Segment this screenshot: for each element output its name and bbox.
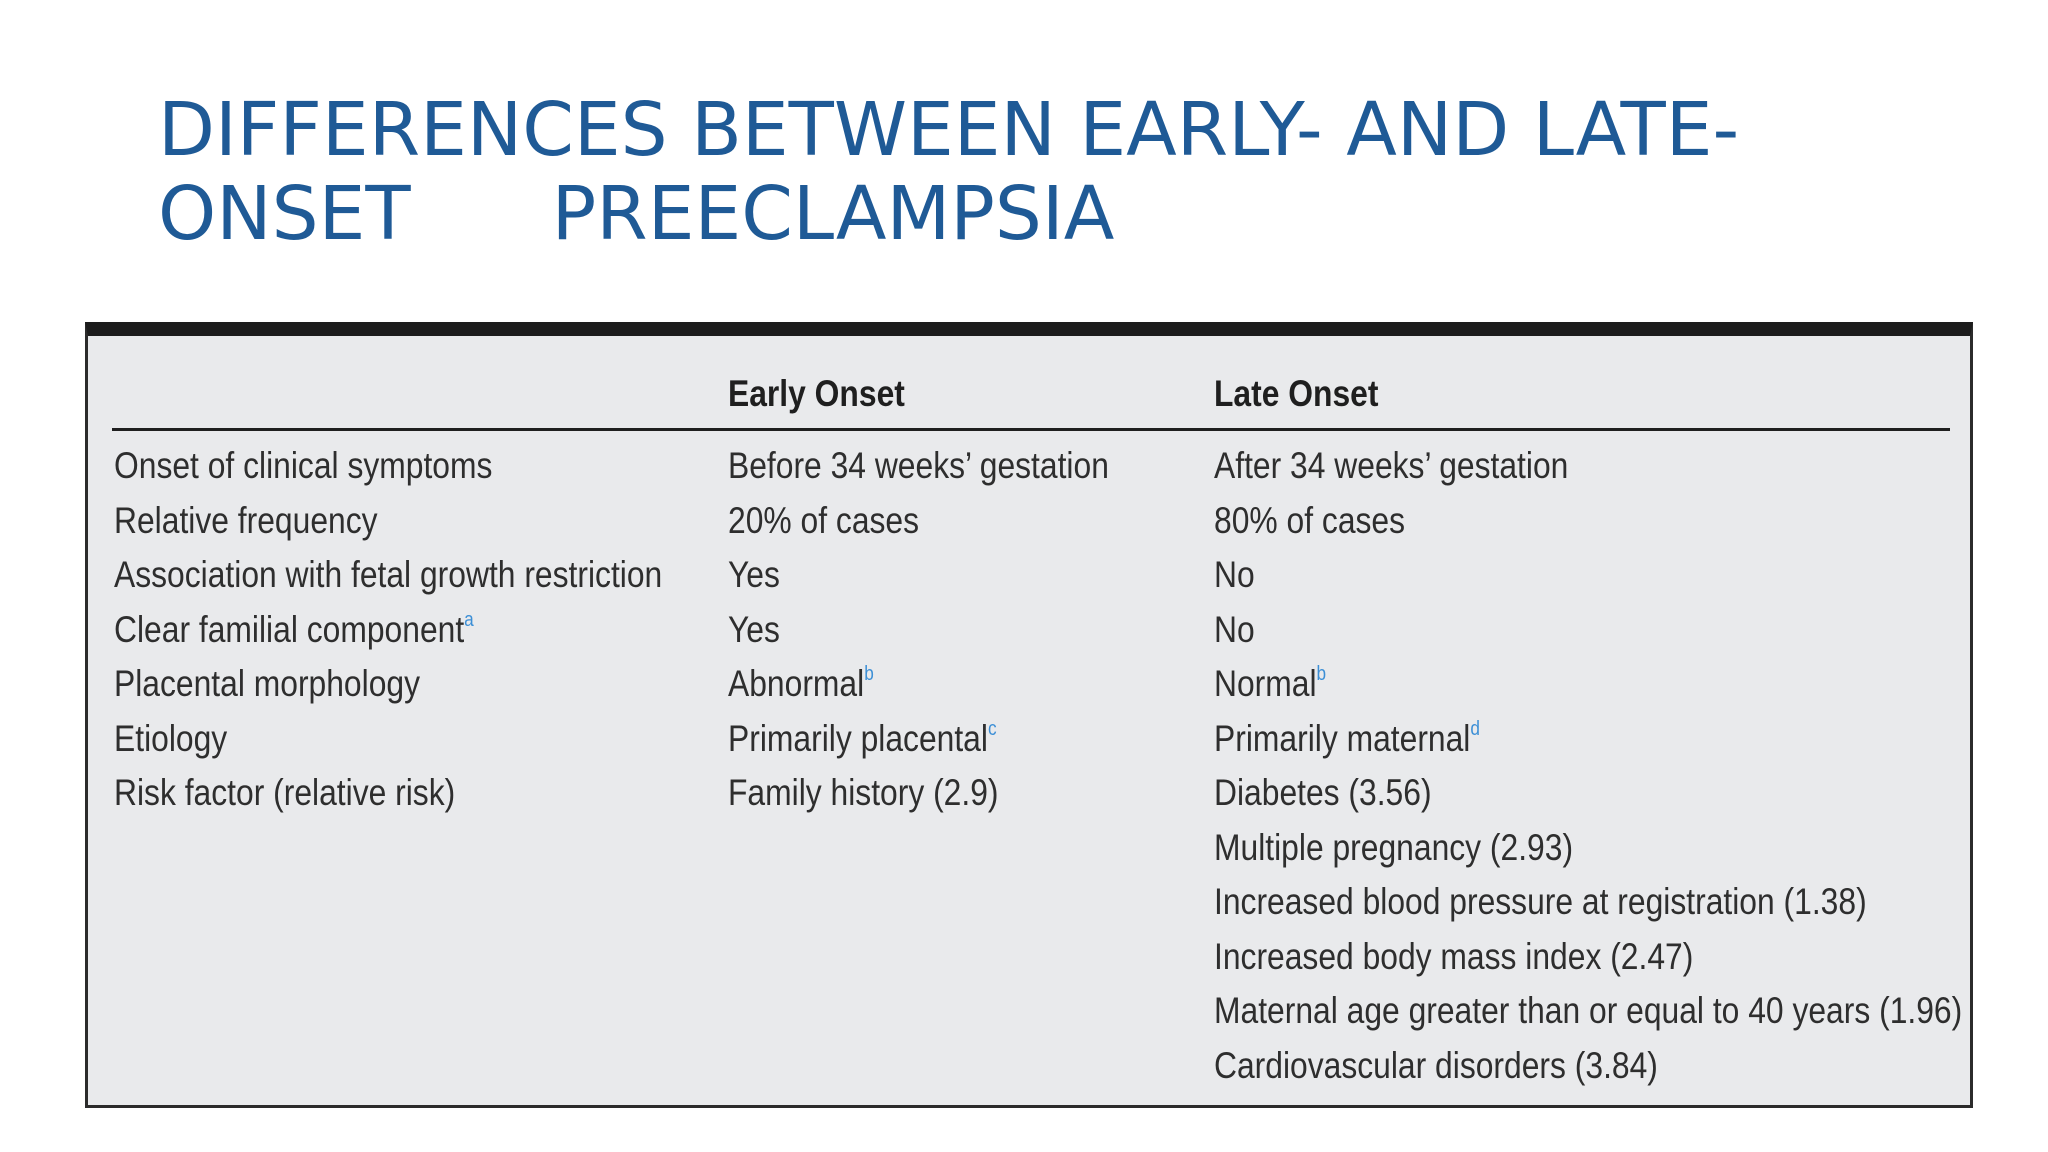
header-rule xyxy=(112,428,1950,431)
footnote-marker: a xyxy=(464,609,474,631)
row-label: Risk factor (relative risk) xyxy=(114,772,456,813)
row-label: Association with fetal growth restriction xyxy=(114,554,663,595)
header-early-onset: Early Onset xyxy=(728,373,905,414)
row-late-value: Diabetes (3.56) xyxy=(1214,772,1432,813)
row-early-value: Family history (2.9) xyxy=(728,772,999,813)
late-risk-factor: Maternal age greater than or equal to 40 years (1.96) xyxy=(1214,990,1963,1031)
row-late-value: No xyxy=(1214,554,1255,595)
row-early-value-with-footnote xyxy=(728,717,997,761)
row-late-value: Primarily maternal xyxy=(1214,718,1471,759)
row-label: Onset of clinical symptoms xyxy=(114,445,493,486)
row-early-value: Yes xyxy=(728,554,780,595)
row-early-value: Before 34 weeks’ gestation xyxy=(728,445,1109,486)
slide-title xyxy=(158,88,1858,256)
late-risk-factor: Increased blood pressure at registration (1.38) xyxy=(1214,881,1867,922)
late-risk-factor: Increased body mass index (2.47) xyxy=(1214,936,1694,977)
row-label: Placental morphology xyxy=(114,663,421,704)
row-early-value: 20% of cases xyxy=(728,500,920,541)
row-label-with-footnote xyxy=(114,608,474,652)
row-late-value: Normal xyxy=(1214,663,1317,704)
row-late-value: 80% of cases xyxy=(1214,500,1406,541)
late-risk-factor: Multiple pregnancy (2.93) xyxy=(1214,827,1574,868)
row-early-value: Primarily placental xyxy=(728,718,988,759)
row-late-value: After 34 weeks’ gestation xyxy=(1214,445,1569,486)
slide-title-line-1: DIFFERENCES BETWEEN EARLY- AND LATE- xyxy=(158,87,1740,173)
slide-title-line-2: ONSET PREECLAMPSIA xyxy=(158,171,1115,257)
row-label: Clear familial component xyxy=(114,609,465,650)
row-label: Etiology xyxy=(114,718,228,759)
row-label: Relative frequency xyxy=(114,500,378,541)
row-early-value: Abnormal xyxy=(728,663,865,704)
row-early-value: Yes xyxy=(728,609,780,650)
row-late-value-with-footnote xyxy=(1214,717,1480,761)
row-early-value-with-footnote xyxy=(728,662,874,706)
header-late-onset: Late Onset xyxy=(1214,373,1379,414)
footnote-marker: d xyxy=(1470,718,1480,740)
row-late-value: No xyxy=(1214,609,1255,650)
footnote-marker: c xyxy=(987,718,997,740)
row-late-value-with-footnote xyxy=(1214,662,1326,706)
comparison-table xyxy=(85,322,1973,1108)
late-risk-factor: Cardiovascular disorders (3.84) xyxy=(1214,1045,1658,1086)
footnote-marker: b xyxy=(864,663,874,685)
footnote-marker: b xyxy=(1316,663,1327,685)
